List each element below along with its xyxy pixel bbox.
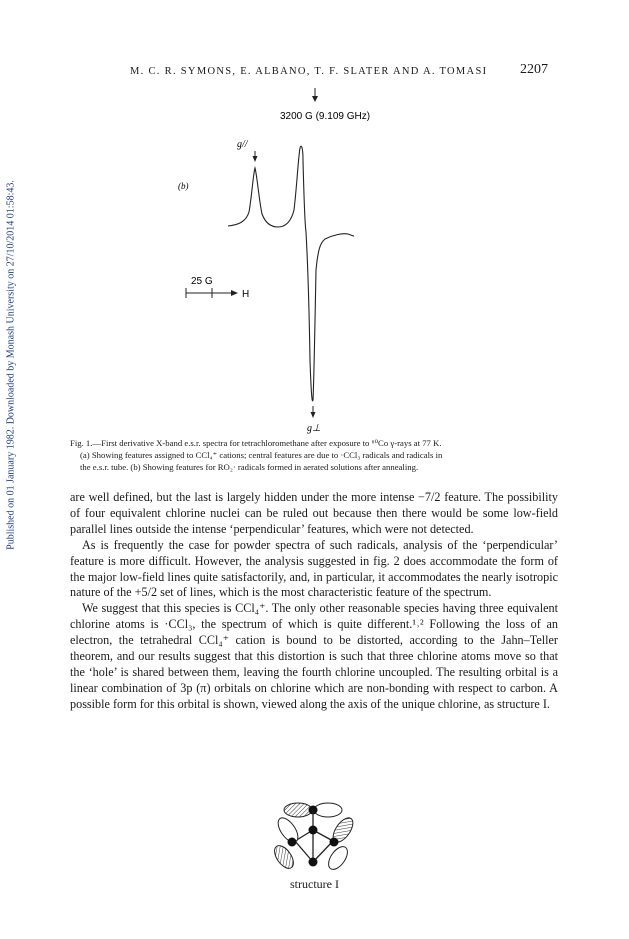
- page-number: 2207: [520, 62, 548, 77]
- caption-line-1: Fig. 1.—First derivative X-band e.s.r. spectra for tetrachloromethane after exposure to ⁶⁰Co γ-rays at 77 K.: [70, 438, 442, 448]
- download-side-note-text: Published on 01 January 1982. Downloaded by Monash University on 27/10/2014 01:58:43.: [5, 180, 17, 550]
- right-chlorine-orbital: [325, 815, 357, 873]
- scale-axis-label: H: [242, 289, 250, 300]
- structure-caption: structure I: [290, 877, 339, 891]
- carbon-atom-top: [309, 826, 318, 835]
- scale-label: 25 G: [191, 276, 213, 287]
- caption-line-3: the e.s.r. tube. (b) Showing features for RO₂· radicals formed in aerated solutions after annealing.: [80, 462, 419, 472]
- caption-line-2: (a) Showing features assigned to CCl₄⁺ cations; central features are due to ·CCl₃ radicals and radicals in: [80, 450, 443, 460]
- carbon-atom-bottom: [309, 858, 318, 867]
- panel-label: (b): [178, 181, 189, 191]
- running-head: M. C. R. SYMONS, E. ALBANO, T. F. SLATER AND A. TOMASI: [130, 66, 488, 77]
- structure-bonds: [295, 830, 333, 862]
- g-perp-label: g⊥: [307, 423, 321, 434]
- paragraph-2: As is frequently the case for powder spectra of such radicals, analysis of the ‘perpendicular’ feature is more difficult. However, the analysis suggested in fig. 2 does accommodate the form of the major low-field lines quite satisfactorily, and, in particular, it accommodates the nearly isotropic nature of the +5/2 set of lines, which is the most characteristic feature of the spectrum.: [70, 537, 558, 600]
- g-parallel-label: g//: [237, 139, 248, 150]
- paragraph-1: are well defined, but the last is largely hidden under the more intense −7/2 feature. The possibility of four equivalent chlorine nuclei can be ruled out because then there would be some low-field parallel lines outside the intense ‘perpendicular’ features, which were not detected.: [70, 490, 558, 536]
- paragraph-3: We suggest that this species is CCl₄⁺. The only other reasonable species having three equivalent chlorine atoms is ·CCl₃, the spectrum of which is quite different.¹˒² Following the loss of an electron, the tetrahedral CCl₄⁺ cation is bound to be distorted, according to the Jahn–Teller theorem, and our results suggest that this distortion is such that three chlorine atoms move so that the ‘hole’ is shared between them, leaving the fourth chlorine uncoupled. The resulting orbital is a linear combination of 3p (π) orbitals on chlorine which are non-bonding with respect to carbon. A possible form for this orbital is shown, viewed along the axis of the unique chlorine, as structure I.: [70, 601, 558, 711]
- field-marker-label: 3200 G (9.109 GHz): [280, 111, 371, 122]
